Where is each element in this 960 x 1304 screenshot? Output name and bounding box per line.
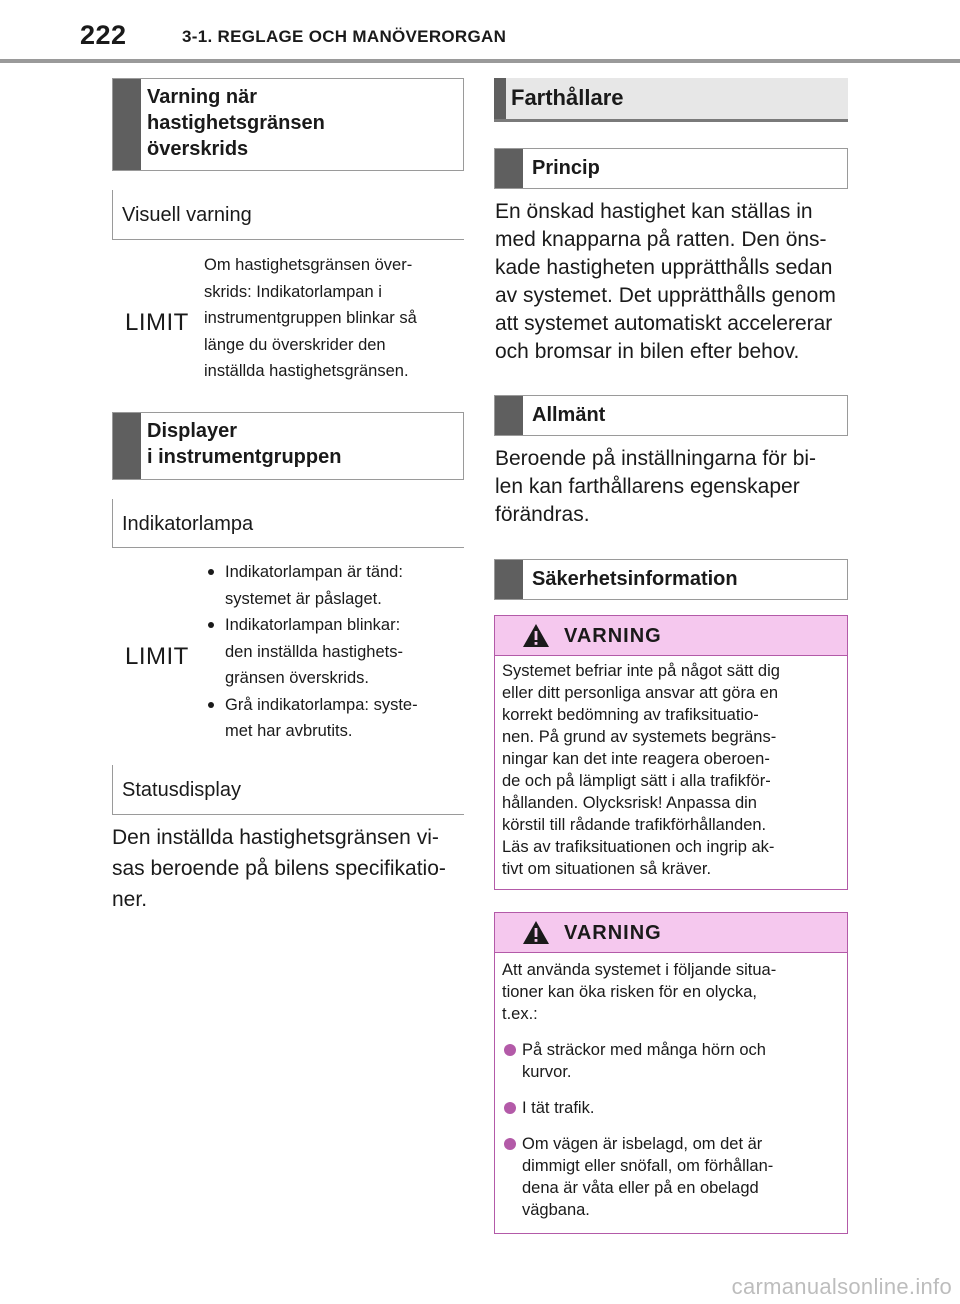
section-header-cruise-control — [494, 78, 848, 122]
box-accent-bar — [113, 79, 141, 170]
subsection-box-principle: Princip — [494, 148, 848, 189]
box-accent-bar — [495, 560, 523, 599]
warning-label: VARNING — [564, 625, 662, 647]
section-box-speed-limit-warning — [112, 78, 464, 171]
bullet-dot — [208, 622, 214, 628]
subheading-status-display: Statusdisplay — [112, 765, 464, 815]
bullet-dot — [208, 702, 214, 708]
warning-situation-list — [502, 1039, 840, 1221]
bullet-dot — [504, 1102, 516, 1114]
warning-header — [495, 616, 847, 656]
header-accent-bar — [494, 78, 506, 119]
bullet-dot — [504, 1138, 516, 1150]
page-header — [0, 0, 960, 64]
chapter-title: 3-1. REGLAGE OCH MANÖVERORGAN — [182, 27, 507, 46]
box-accent-bar — [495, 396, 523, 435]
status-display-text: Den inställda hastighetsgränsen vi- sas beroende på bilens specifikatio- ner. — [112, 826, 446, 911]
subsection-box-general: Allmänt — [494, 395, 848, 436]
list-item: Grå indikatorlampa: syste- met har avbrutits. — [203, 692, 465, 745]
bullet-dot — [504, 1044, 516, 1056]
visual-warning-text: Om hastighetsgränsen över- skrids: Indikatorlampan i instrumentgruppen blinkar så länge du överskrider den inställda hastighetsgränsen. — [204, 256, 417, 380]
section-box-displays — [112, 412, 464, 480]
list-item: Indikatorlampan blinkar: den inställda hastighets- gränsen överskrids. — [203, 612, 465, 692]
limit-indicator-symbol: LIMIT — [125, 643, 189, 670]
box-accent-bar — [113, 413, 141, 479]
box-accent-bar — [495, 149, 523, 188]
warning-body: Systemet befriar inte på något sätt dig eller ditt personliga ansvar att göra en korrekt bedömning av trafiksituatio- nen. På grund av systemets begräns- ningar kan det inte reagera oberoen- de och på lämpligt sätt i alla trafikför- hållanden. Olycksrisk! Anpassa din körstil till rådande trafikförhållanden. Läs av trafiksituationen och ingrip ak- tivt om situationen så kräver. — [502, 662, 780, 878]
warning-label: VARNING — [564, 922, 662, 944]
warning-body: Att använda systemet i följande situa- tioner kan öka risken för en olycka, t.ex.: På sträckor med många hörn och kurvor. I tät trafik. Om vägen är isbelagd, om det är dimmigt eller snöfall, om förhållan- dena är våta eller på en obelagd vägbana. — [495, 953, 847, 1229]
limit-indicator-symbol: LIMIT — [125, 309, 189, 336]
box-title: Varning när hastighetsgränsen överskrids — [147, 86, 325, 160]
list-item: Indikatorlampan är tänd: systemet är påslaget. — [203, 559, 465, 612]
warning-header — [495, 913, 847, 953]
section-title: Farthållare — [511, 85, 624, 110]
subheading-visual-warning: Visuell varning — [112, 190, 464, 240]
principle-text: En önskad hastighet kan ställas in med knapparna på ratten. Den öns- kade hastigheten upprätthålls sedan av systemet. Det upprätthålls genom att systemet automatiskt accelererar och bromsar in bilen efter behov. — [495, 200, 836, 363]
subheading-indicator-lamp: Indikatorlampa — [112, 499, 464, 548]
warning-triangle-icon — [522, 920, 550, 945]
subsection-box-safety: Säkerhetsinformation — [494, 559, 848, 600]
header-rule — [0, 59, 960, 63]
list-item: Om vägen är isbelagd, om det är dimmigt eller snöfall, om förhållan- dena är våta eller på en obelagd vägbana. — [502, 1133, 840, 1221]
warning-box-1 — [494, 615, 848, 890]
warning-triangle-icon — [522, 623, 550, 648]
indicator-bullet-list — [203, 559, 465, 745]
watermark: carmanualsonline.info — [731, 1274, 952, 1299]
bullet-dot — [208, 569, 214, 575]
general-text: Beroende på inställningarna för bi- len kan farthållarens egenskaper förändras. — [495, 447, 817, 526]
box-title: Displayer i instrumentgruppen — [147, 420, 342, 468]
page-number: 222 — [80, 20, 127, 50]
list-item: På sträckor med många hörn och kurvor. — [502, 1039, 840, 1083]
list-item: I tät trafik. — [502, 1097, 840, 1119]
warning-box-2 — [494, 912, 848, 1234]
